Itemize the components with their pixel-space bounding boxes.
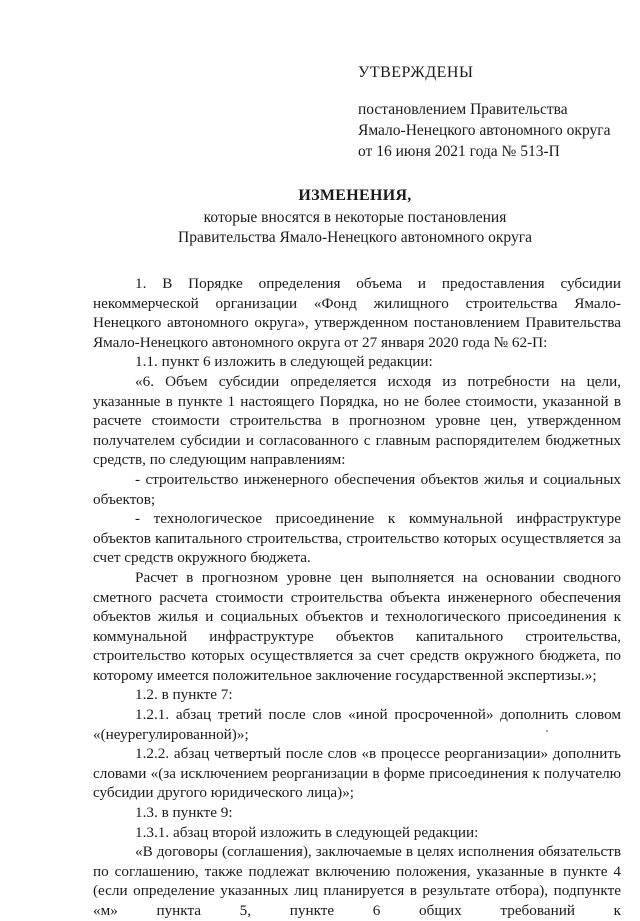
scan-speck [546,730,548,732]
paragraph-1: 1. В Порядке определения объема и предоставления субсидии некоммерческой организации «Фонд жилищного строительства Ямало-Ненецкого автономного округа», утвержденном постановлением Правительства Ямало-Ненецкого автономного округа от 27 января 2020 года № 62-П: [93,275,621,351]
paragraph-calculation: Расчет в прогнозном уровне цен выполняется на основании сводного сметного расчета стоимости строительства объекта инженерного обеспечения объектов жилья и социальных объектов и технологического присоединения к коммунальной инфраструктуре объектов капитального строительства, строительство которых осуществляется за счет средств окружного бюджета, по которому имеется положительное заключение государственной экспертизы.»; [93,568,621,684]
paragraph-1-3-1: 1.3.1. абзац второй изложить в следующей редакции: [135,823,479,841]
approval-heading: УТВЕРЖДЕНЫ [358,64,474,81]
approval-line-3: от 16 июня 2021 года № 513-П [358,143,560,160]
paragraph-1-2-2: 1.2.2. абзац четвертый после слов «в процессе реорганизации» дополнить словами «(за исключением реорганизации в форме присоединения к получателю субсидии другого юридического лица)»; [93,745,621,802]
document-subtitle-line-2: Правительства Ямало-Ненецкого автономного округа [178,229,532,246]
document-body [93,274,621,921]
document-title-block [90,186,620,248]
paragraph-quote-6: «6. Объем субсидии определяется исходя из потребности на цели, указанные в пункте 1 настоящего Порядка, но не более стоимости, указанной в расчете стоимости строительства в прогнозном уровне цен, утвержденном получателем субсидии и согласованного с главным распорядителем бюджетных средств, по следующим направлениям: [93,372,621,469]
document-title: ИЗМЕНЕНИЯ, [298,187,412,204]
paragraph-quote-contracts: «В договоры (соглашения), заключаемые в целях исполнения обязательств по соглашению, также подлежат включению положения, указанные в пункте 4 (если определение указанных лиц планируется в результате отбора), подпункте «м» пункта 5, пункте 6 общих требований к [93,843,621,919]
document-subtitle-line-1: которые вносятся в некоторые постановления [203,209,507,226]
list-item-engineering: - строительство инженерного обеспечения объектов жилья и социальных объектов; [93,470,621,508]
approval-stamp [358,62,618,162]
paragraph-1-2-1: 1.2.1. абзац третий после слов «иной просроченной» дополнить словом «(неурегулированной)»; [93,706,621,743]
paragraph-1-2: 1.2. в пункте 7: [135,686,233,704]
approval-line-1: постановлением Правительства [358,101,568,118]
list-item-connection: - технологическое присоединение к коммунальной инфраструктуре объектов капитального строительства, строительство которых осуществляется за счет средств окружного бюджета. [93,510,621,567]
paragraph-1-3: 1.3. в пункте 9: [135,804,233,822]
approval-line-2: Ямало-Ненецкого автономного округа [358,122,611,139]
paragraph-1-1: 1.1. пункт 6 изложить в следующей редакции: [135,353,433,371]
